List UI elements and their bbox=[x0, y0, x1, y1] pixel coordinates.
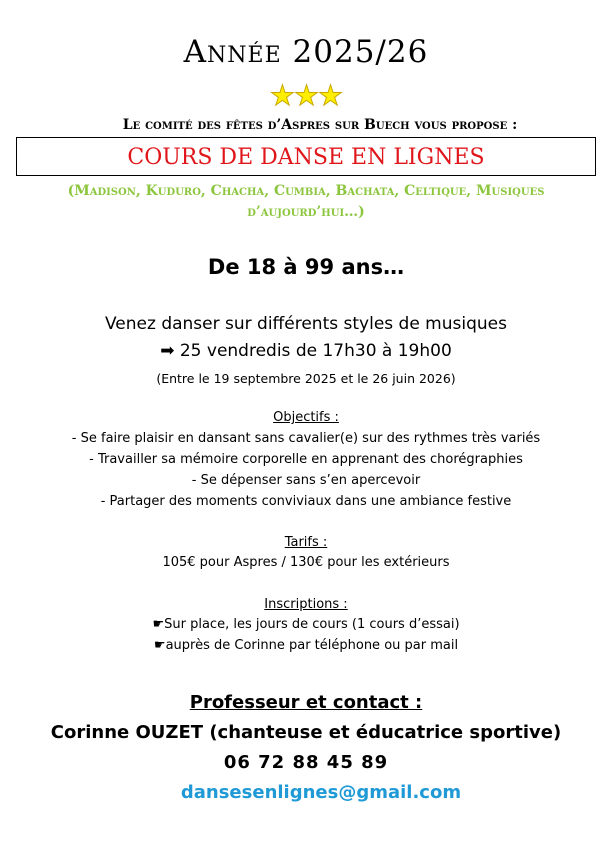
objective-item: - Se dépenser sans s’en apercevoir bbox=[191, 473, 421, 488]
course-title: COURS DE DANSE EN LIGNES bbox=[127, 145, 485, 170]
invite-text: Venez danser sur différents styles de musiques bbox=[105, 314, 507, 334]
stars-decoration: ★★★ bbox=[269, 79, 343, 112]
tarifs-text: 105€ pour Aspres / 130€ pour les extérieurs bbox=[162, 555, 450, 570]
objectives-heading: Objectifs : bbox=[273, 410, 339, 425]
contact-email-link[interactable]: dansesenlignes@gmail.com bbox=[180, 782, 462, 803]
age-range: De 18 à 99 ans… bbox=[207, 255, 405, 279]
objective-item: - Partager des moments conviviaux dans une ambiance festive bbox=[100, 494, 512, 509]
page-title: Année 2025/26 bbox=[183, 34, 429, 70]
dance-styles-line-1: (Madison, Kuduro, Chacha, Cumbia, Bachata, Celtique, Musiques bbox=[67, 183, 545, 199]
contact-heading: Professeur et contact : bbox=[189, 692, 423, 713]
objective-item: - Se faire plaisir en dansant sans cavalier(e) sur des rythmes très variés bbox=[71, 431, 541, 446]
organizer-line: Le comité des fêtes d’Aspres sur Buech vous propose : bbox=[122, 117, 518, 133]
inscription-item: ☛auprès de Corinne par téléphone ou par mail bbox=[153, 638, 459, 653]
objective-item: - Travailler sa mémoire corporelle en apprenant des chorégraphies bbox=[89, 452, 523, 467]
inscription-item: ☛Sur place, les jours de cours (1 cours d’essai) bbox=[152, 617, 460, 632]
period-text: (Entre le 19 septembre 2025 et le 26 juin 2026) bbox=[156, 371, 456, 386]
contact-name: Corinne OUZET (chanteuse et éducatrice sportive) bbox=[50, 722, 562, 743]
schedule-text: ➡ 25 vendredis de 17h30 à 19h00 bbox=[160, 341, 452, 361]
tarifs-heading: Tarifs : bbox=[284, 535, 328, 550]
inscriptions-heading: Inscriptions : bbox=[264, 597, 348, 612]
contact-phone: 06 72 88 45 89 bbox=[223, 752, 389, 773]
dance-styles-line-2: d’aujourd’hui…) bbox=[247, 204, 365, 220]
